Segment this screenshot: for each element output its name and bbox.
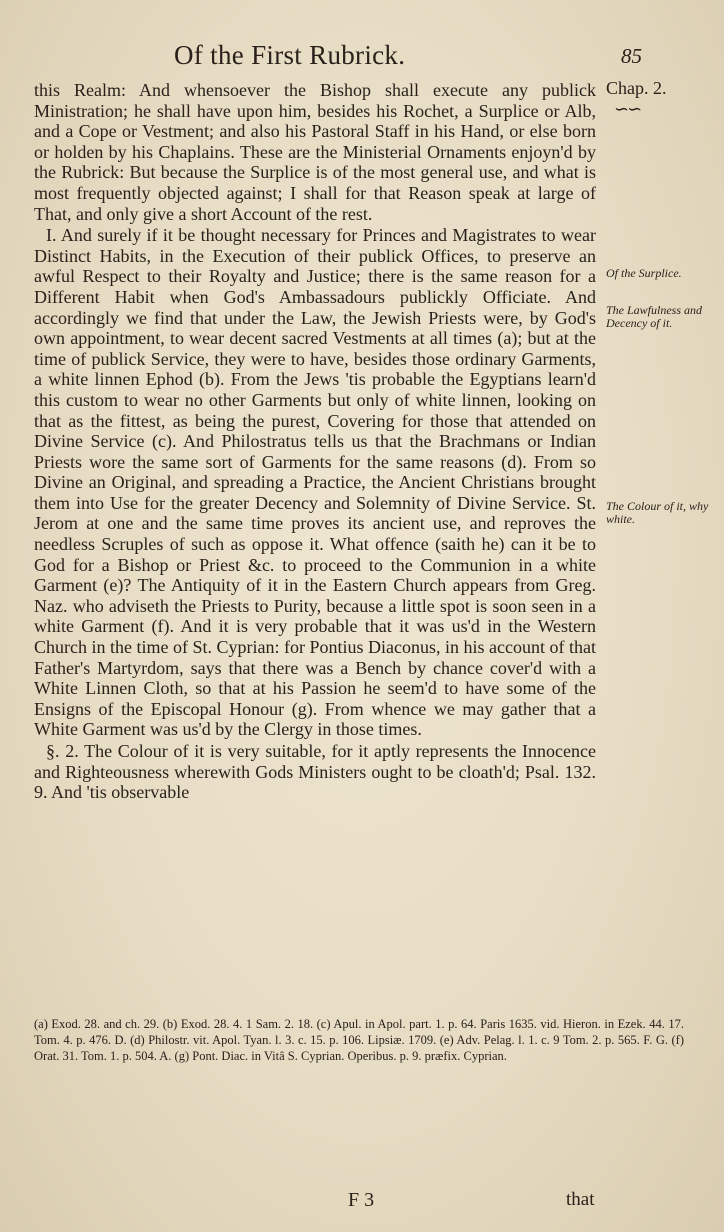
margin-note-surplice: Of the Surplice. [606, 266, 682, 280]
chapter-marker: Chap. 2. [606, 78, 667, 98]
page-number: 85 [621, 44, 642, 68]
running-title: Of the First Rubrick. [174, 40, 406, 70]
margin-note-lawfulness: The Lawfulness and Decency of it. [606, 303, 703, 330]
main-text [34, 80, 596, 803]
paragraph-colour: §. 2. The Colour of it is very suitable, for it aptly represents the Innocence and Righteousness wherewith Gods Ministers ought to be cloath'd; Psal. 132. 9. And 'tis observable [34, 741, 596, 803]
footnote-text: (a) Exod. 28. and ch. 29. (b) Exod. 28. 4. 1 Sam. 2. 18. (c) Apul. in Apol. part. 1. p. 64. Paris 1635. vid. Hieron. in Ezek. 44. 17. Tom. 4. p. 476. D. (d) Philostr. vit. Apol. Tyan. l. 3. c. 15. p. 106. Lipsiæ. 1709. (e) Adv. Pelag. l. 1. c. 9 Tom. 2. p. 565. F. G. (f) Orat. 31. Tom. 1. p. 504. A. (g) Pont. Diac. in Vitâ S. Cyprian. Operibus. p. 9. præfix. Cyprian. [34, 1017, 684, 1063]
paragraph-surplice: I. And surely if it be thought necessary for Princes and Magistrates to wear Distinct Habits, in the Execution of their publick Offices, to preserve an awful Respect to their Royalty and Justice; there is the same reason for a Different Habit when God's Ambassadours publickly Officiate. And accordingly we find that under the Law, the Jewish Priests were, by God's own appointment, to wear decent sacred Vestments at all times (a); but at the time of publick Service, they were to have, besides those ordinary Garments, a white linnen Ephod (b). From the Jews 'tis probable the Egyptians learn'd this custom to wear no other Garments but only of white linnen, looking on that as the fittest, as being the purest, Covering for those that attended on Divine Service (c). And Philostratus tells us that the Brachmans or Indian Priests wore the same sort of Garments for the same reasons (d). From so Divine an Original, and spreading a Practice, the Ancient Christians brought them into Use for the greater Decency and Solemnity of Divine Service. St. Jerom at one and the same time proves its ancient use, and reproves the needless Scruples of such as oppose it. What offence (saith he) can it be to God for a Bishop or Priest &c. to proceed to the Communion in a white Garment (e)? The Antiquity of it in the Eastern Church appears from Greg. Naz. who adviseth the Priests to Purity, because a little spot is soon seen in a white Garment (f). And it is very probable that it was us'd in the Western Church in the time of St. Cyprian: for Pontius Diaconus, in his account of that Father's Martyrdom, says that there was a Bench by chance cover'd with a White Linnen Cloth, so that at his Passion he seem'd to have some of the Ensigns of the Episcopal Honour (g). From whence we may gather that a White Garment was us'd by the Clergy in those times. [34, 225, 596, 740]
signature-mark: F 3 [348, 1189, 375, 1211]
paragraph-opening: this Realm: And whensoever the Bishop shall execute any publick Ministration; he shall have upon him, besides his Rochet, a Surplice or Alb, and a Cope or Vestment; and also his Pastoral Staff in his Hand, or else born or holden by his Chaplains. These are the Ministerial Ornaments enjoyn'd by the Rubrick: But because the Surplice is of the most general use, and what is most frequently objected against; I shall for that Reason speak at large of That, and only give a short Account of the rest. [34, 80, 596, 224]
margin-note-colour: The Colour of it, why white. [606, 499, 709, 526]
page-header [0, 40, 724, 74]
ornament-icon: ∽∽ [614, 99, 641, 119]
footnotes [34, 1016, 684, 1064]
catchword: that [566, 1189, 595, 1210]
